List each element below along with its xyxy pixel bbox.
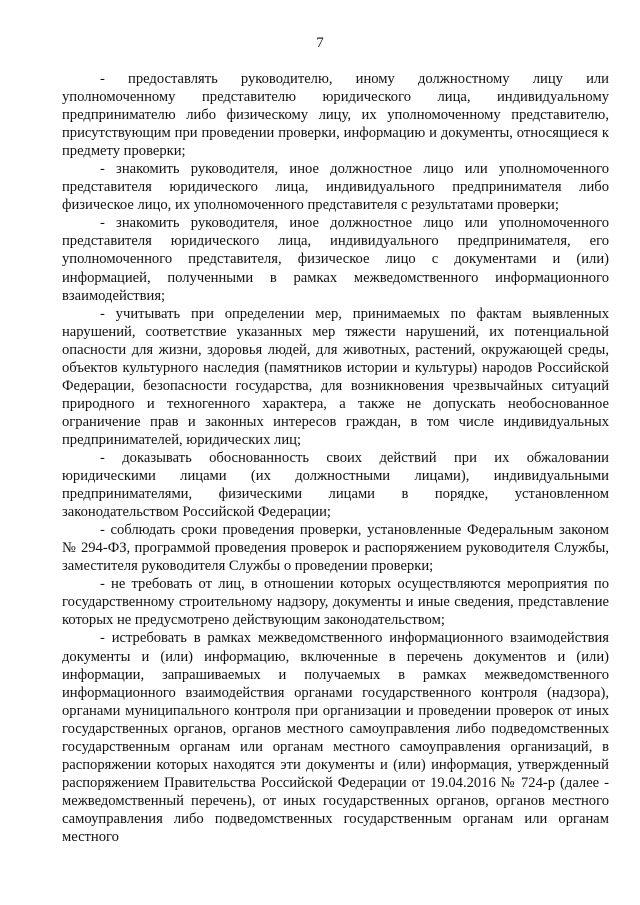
page-number: 7 bbox=[316, 35, 324, 51]
paragraph-consider-measures: - учитывать при определении мер, принимаемых по фактам выявленных нарушений, соответствие указанных мер тяжести нарушений, их потенциальной опасности для жизни, здоровья людей, для животных, растений, окружающей среды, объектов культурного наследия (памятников истории и культуры) народов Российской Федерации, безопасности государства, для возникновения чрезвычайных ситуаций природного и техногенного характера, а также не допускать необоснованное ограничение прав и законных интересов граждан, в том числе индивидуальных предпринимателей, юридических лиц; bbox=[62, 305, 609, 448]
document-body bbox=[62, 70, 609, 846]
paragraph-observe-deadlines: - соблюдать сроки проведения проверки, установленные Федеральным законом № 294-ФЗ, программой проведения проверок и распоряжением руководителя Службы, заместителя руководителя Службы о проведении проверки; bbox=[62, 522, 609, 575]
paragraph-familiarize-results: - знакомить руководителя, иное должностное лицо или уполномоченного представителя юридического лица, индивидуального предпринимателя либо физическое лицо, их уполномоченного представителя с результатами проверки; bbox=[62, 161, 609, 214]
paragraph-familiarize-documents: - знакомить руководителя, иное должностное лицо или уполномоченного представителя юридического лица, индивидуального предпринимателя, его уполномоченного представителя, физическое лицо с документами и (или) информацией, полученными в рамках межведомственного информационного взаимодействия; bbox=[62, 215, 609, 304]
paragraph-provide-information: - предоставлять руководителю, иному должностному лицу или уполномоченному представителю юридического лица, индивидуальному предпринимателю либо физическому лицу, их уполномоченному представителю, присутствующим при проведении проверки, информацию и документы, относящиеся к предмету проверки; bbox=[62, 71, 609, 160]
paragraph-not-require-documents: - не требовать от лиц, в отношении которых осуществляются мероприятия по государственному строительному надзору, документы и иные сведения, представление которых не предусмотрено действующим законодательством; bbox=[62, 576, 609, 629]
paragraph-request-interagency: - истребовать в рамках межведомственного информационного взаимодействия документы и (или) информацию, включенные в перечень документов и (или) информации, запрашиваемых и получаемых в рамках межведомственного информационного взаимодействия органами государственного контроля (надзора), органами муниципального контроля при организации и проведении проверок от иных государственных органов, органов местного самоуправления либо подведомственных государственным органам или органам местного самоуправления организаций, в распоряжении которых находятся эти документы и (или) информация, утвержденный распоряжением Правительства Российской Федерации от 19.04.2016 № 724-р (далее - межведомственный перечень), от иных государственных органов, органов местного самоуправления либо подведомственных государственным органам или органам местного bbox=[62, 630, 609, 845]
paragraph-prove-validity: - доказывать обоснованность своих действий при их обжаловании юридическими лицами (их должностными лицами), индивидуальными предпринимателями, физическими лицами в порядке, установленном законодательством Российской Федерации; bbox=[62, 449, 609, 521]
